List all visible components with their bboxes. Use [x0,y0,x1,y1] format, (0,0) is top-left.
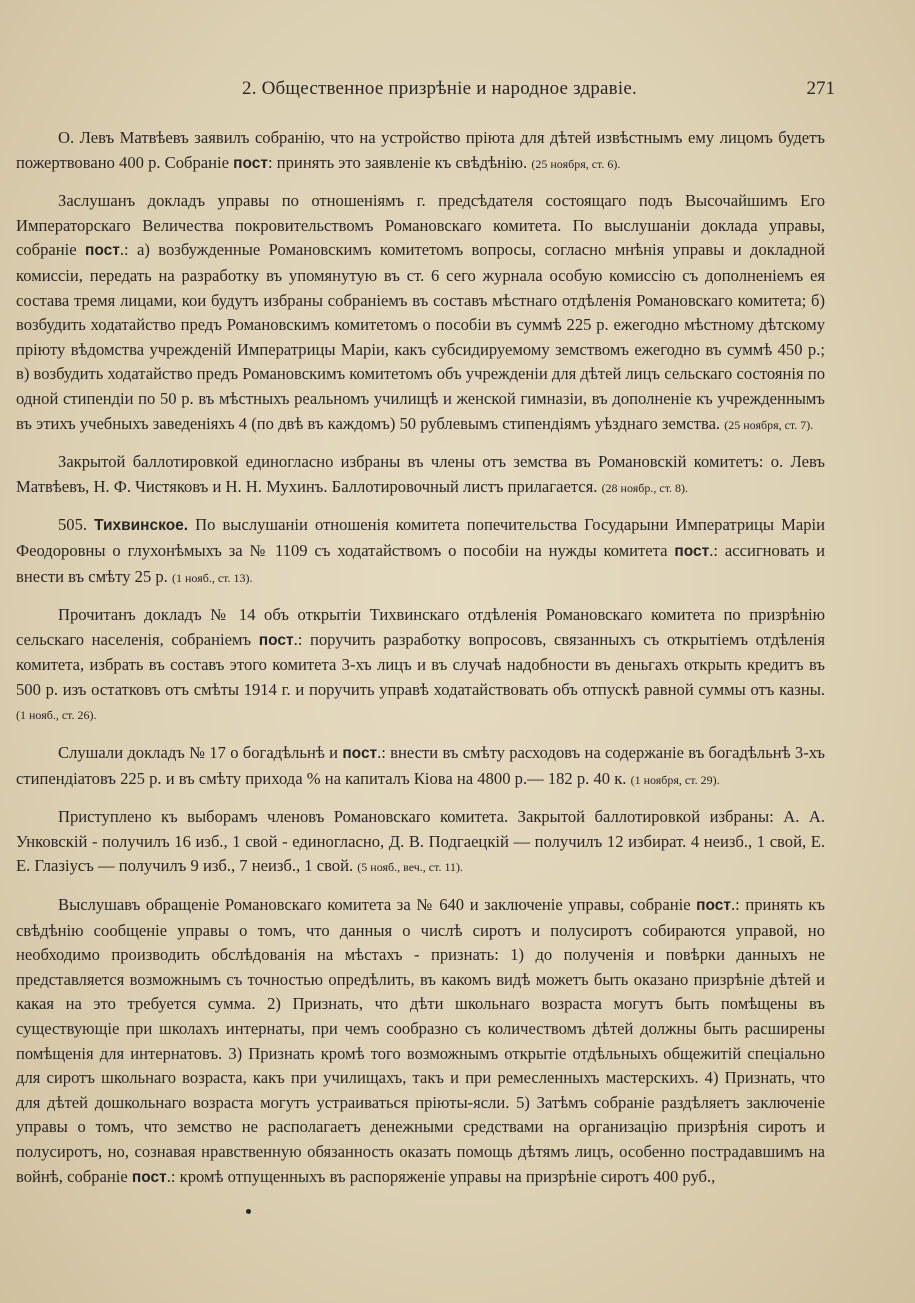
resolution-keyword: пост [258,631,294,649]
paragraph-text: Слушали докладъ № 17 о богадѣльнѣ и [58,743,339,763]
paragraph-2 [16,189,825,437]
paragraph-text: .: кромѣ отпущенныхъ въ распоряженіе управы на призрѣніе сиротъ 400 руб., [166,1166,716,1186]
citation-ref: (28 ноябр., ст. 8). [601,480,689,495]
citation-ref: (25 ноября, ст. 7). [724,417,814,432]
resolution-keyword: пост [131,1168,167,1186]
running-header [242,78,835,100]
header-title: 2. Общественное призрѣніе и народное здравіе. [242,78,637,99]
paragraph-text: .: ассигновать и внести въ смѣту 25 р. [16,540,825,586]
paragraph-text: Закрытой баллотировкой единогласно избраны въ члены отъ земства въ Романовскій комитетъ: о. Левъ Матвѣевъ, Н. Ф. Чистяковъ и Н. Н. Мухинъ. Баллотировочный листъ прилагается. [16,452,825,496]
paragraph-text: .: а) возбужденные Романовскимъ комитетомъ вопросы, согласно мнѣнія управы и докладной комиссіи, передать на разработку въ упомянутую въ ст. 6 сего журнала особую комиссію съ дополненіемъ ея состава тремя лицами, кои будутъ избраны собраніемъ въ составъ мѣстнаго отдѣленія Романовскаго комитета; б) возбудить ходатайство предъ Романовскимъ комитетомъ о пособіи въ суммѣ 225 р. ежегодно мѣстному дѣтскому пріюту вѣдомства учрежденій Императрицы Маріи, какъ субсидируемому земствомъ ежегодно въ суммѣ 450 р.; в) возбудить ходатайство предъ Романовскимъ комитетомъ объ учрежденіи для дѣтей лицъ сельскаго состоянія по одной стипендіи по 50 р. въ мѣстныхъ реальномъ училищѣ и женской гимназіи, въ дополненіе къ учрежденнымъ въ этихъ учебныхъ заведеніяхъ 4 (по двѣ въ каждомъ) 50 рублевымъ стипендіямъ уѣзднаго земства. [16,240,825,433]
paragraph-text: .: принять къ свѣдѣнію сообщеніе управы о томъ, что данныя о числѣ сиротъ и полусиротъ собираются управой, но необходимо производить обслѣдованія на мѣстахъ - признать: 1) до полученія и повѣрки данныхъ не представляется возможнымъ съ точностью опредѣлить, въ какомъ видѣ можетъ быть оказано призрѣніе дѣтей и какая на это требуется сумма. 2) Признать, что дѣти школьнаго возраста могутъ быть помѣщены въ существующіе при школахъ интернаты, при чемъ сообразно съ количествомъ дѣтей должны быть расширены помѣщенія для интернатовъ. 3) Признать кромѣ того возможнымъ открытіе отдѣльныхъ общежитій спеціально для сиротъ школьнаго возраста, какъ при училищахъ, такъ и при ремесленныхъ мастерскихъ. 4) Признать, что для дѣтей дошкольнаго возраста могутъ устраиваться пріюты-ясли. 5) Затѣмъ собраніе раздѣляетъ заключеніе управы о томъ, что земство не располагаетъ денежными средствами на организацію призрѣнія сиротъ и полусиротъ, но, сознавая нравственную обязанность оказать помощь дѣтямъ лицъ, особенно пострадавшимъ на войнѣ, собраніе [16,895,826,1186]
resolution-keyword: пост [342,745,378,763]
paragraph-5 [16,603,825,728]
resolution-keyword: пост [674,542,710,560]
resolution-keyword: пост [233,154,268,172]
citation-ref: (25 ноября, ст. 6). [531,156,621,171]
citation-ref: (1 ноября, ст. 29). [630,772,720,787]
paragraph-3 [16,450,825,500]
resolution-keyword: пост [85,242,120,260]
paragraph-8 [16,893,825,1190]
paragraph-text: По выслушаніи отношенія комитета попечительства Государыни Императрицы Маріи Феодоровны о глухонѣмыхъ за № 1109 съ ходатайствомъ о пособіи на нужды комитета [16,515,825,560]
paragraph-text: : принять это заявленіе къ свѣдѣнію. [268,152,528,172]
citation-ref: (1 нояб., ст. 13). [172,570,253,585]
paragraph-text: Приступлено къ выборамъ членовъ Романовскаго комитета. Закрытой баллотировкой избраны: А. А. Унковскій - получилъ 16 изб., 1 свой - единогласно, Д. В. Подгаецкій — получилъ 12 избират. 4 неизб., 1 свой, Е. Е. Глазіусъ — получилъ 9 изб., 7 неизб., 1 свой. [16,807,825,876]
section-heading: Тихвинское. [94,517,189,535]
paragraph-text: Выслушавъ обращеніе Романовскаго комитета за № 640 и заключеніе управы, собраніе [58,895,691,915]
resolution-keyword: пост [696,897,732,915]
paragraph-4 [16,513,825,590]
section-number: 505. [58,515,88,535]
paragraph-text: .: внести въ смѣту расходовъ на содержаніе въ богадѣльнѣ 3-хъ стипендіатовъ 225 р. и въ смѣту прихода % на капиталъ Кіова на 4800 р.— 182 р. 40 к. [16,743,825,788]
paragraph-text: .: поручить разработку вопросовъ, связанныхъ съ открытіемъ отдѣленія комитета, избрать въ составъ этого комитета 3-хъ лицъ и въ случаѣ надобности въ деньгахъ открыть кредитъ въ 500 р. изъ остатковъ отъ смѣты 1914 г. и поручить управѣ ходатайствовать объ отпускѣ равной суммы отъ казны. [16,629,826,699]
page-number: 271 [806,78,835,99]
citation-ref: (5 нояб., веч., ст. 11). [357,860,463,875]
paragraph-text: Заслушанъ докладъ управы по отношеніямъ г. предсѣдателя состоящаго подъ Высочайшимъ Его Императорскаго Величества покровительствомъ Романовскаго комитета. По выслушаніи доклада управы, собраніе [16,191,825,260]
paragraph-7 [16,805,825,880]
paragraph-6 [16,741,825,792]
citation-ref: (1 нояб., ст. 26). [16,708,97,723]
paragraph-text: О. Левъ Матвѣевъ заявилъ собранію, что на устройство пріюта для дѣтей извѣстнымъ ему лицомъ будетъ пожертвовано 400 р. Собраніе [16,128,825,172]
paragraph-text: Прочитанъ докладъ № 14 объ открытіи Тихвинскаго отдѣленія Романовскаго комитета по призрѣнію сельскаго населенія, собраніемъ [16,605,825,649]
ink-dot [246,1209,251,1214]
paragraph-1 [16,126,825,176]
